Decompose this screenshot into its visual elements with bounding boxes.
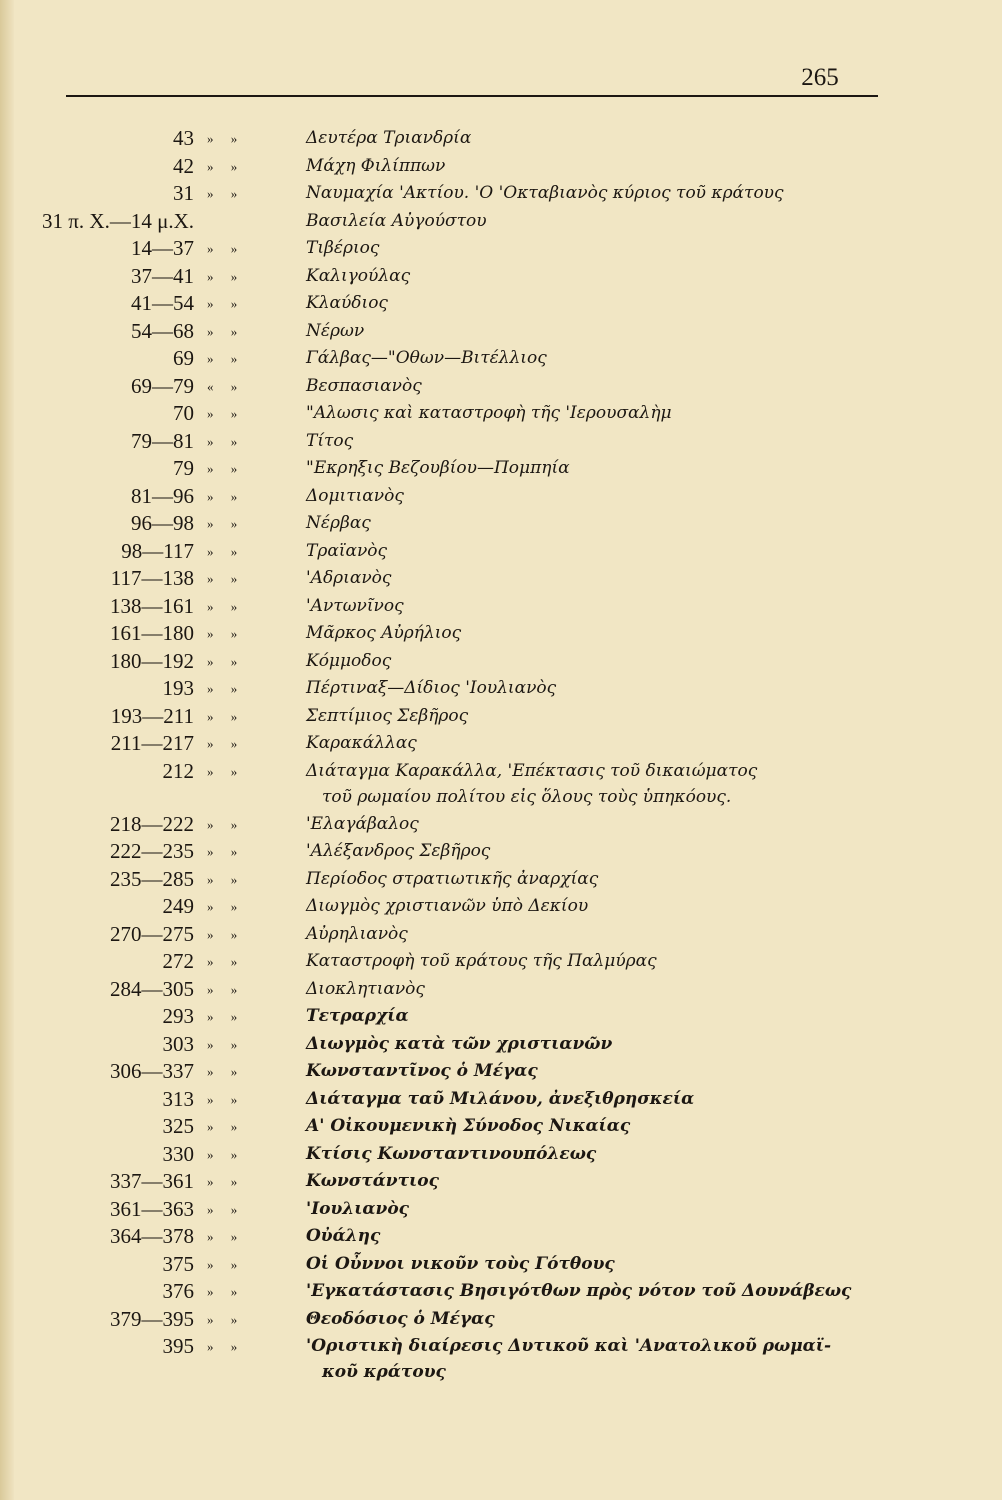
ditto-marks: » »: [207, 296, 238, 311]
entry-date: 337—361: [110, 1169, 194, 1193]
chronology-row: [0, 153, 1002, 181]
entry-event: [306, 675, 881, 701]
entry-date: 180—192: [110, 648, 194, 673]
entry-date: 69—79: [131, 373, 194, 398]
entry-event-text: Περίοδος στρατιωτικῆς ἀναρχίας: [306, 868, 599, 889]
ditto-marks: » »: [207, 926, 238, 942]
ditto-marks: » »: [207, 1009, 238, 1024]
ditto-marks: » »: [207, 871, 238, 887]
entry-date: 376: [162, 1279, 194, 1303]
entry-date: 193—211: [110, 703, 194, 728]
entry-date: 69: [173, 346, 194, 370]
entry-date: 138—161: [110, 593, 194, 618]
entry-event-text: Οἱ Οὖννοι νικοῦν τοὺς Γότθους: [306, 1253, 615, 1274]
entry-date: 96—98: [131, 511, 194, 535]
ditto-marks: » »: [207, 954, 238, 969]
entry-event: [306, 1003, 881, 1029]
entry-event: [306, 153, 881, 179]
entry-event: [306, 921, 881, 947]
chronology-row: [0, 1086, 1002, 1114]
entry-date: 313: [162, 1086, 194, 1111]
chronology-row: [0, 1003, 1002, 1031]
entry-event: [306, 1196, 881, 1222]
entry-date: 249: [162, 894, 194, 918]
chronology-row: [0, 208, 1002, 236]
chronology-row: [0, 811, 1002, 839]
entry-date: 272: [162, 949, 194, 973]
entry-date: 212: [162, 758, 194, 783]
entry-event: [306, 1223, 881, 1249]
entry-event-text: 'Εγκατάστασις Βησιγότθων πρὸς νότον τοῦ Δουνάβεως: [306, 1281, 852, 1301]
chronology-row: [0, 1196, 1002, 1224]
entry-event-text: Τετραρχία: [306, 1006, 409, 1026]
ditto-marks: » »: [207, 1229, 238, 1244]
entry-date: 303: [162, 1031, 194, 1056]
entry-event-text: Σεπτίμιος Σεβῆρος: [306, 705, 469, 726]
entry-date: 79—81: [131, 428, 194, 453]
chronology-row: [0, 235, 1002, 263]
entry-event-text: Α' Οἰκουμενικὴ Σύνοδος Νικαίας: [306, 1116, 631, 1136]
chronology-row: [0, 290, 1002, 318]
ditto-marks: » »: [207, 433, 238, 449]
entry-event-text: Καλιγούλας: [306, 265, 411, 286]
chronology-row: [0, 948, 1002, 976]
entry-event-text: Διάταγμα ταῦ Μιλάνου, ἀνεξιθρησκεία: [306, 1088, 695, 1109]
entry-event: [306, 1306, 881, 1332]
ditto-marks: » »: [207, 351, 238, 366]
entry-event-text: "Εκρηξις Βεζουβίου—Πομπηία: [306, 458, 570, 478]
entry-event: [306, 648, 881, 674]
ditto-marks: » »: [207, 461, 238, 476]
entry-event: [306, 180, 881, 206]
entry-date: 361—363: [110, 1196, 194, 1221]
chronology-row: [0, 758, 1002, 811]
ditto-marks: » »: [207, 488, 238, 504]
entry-event: [306, 565, 881, 591]
chronology-row: [0, 455, 1002, 483]
entry-event-text: Διωγμὸς χριστιανῶν ὑπὸ Δεκίου: [306, 896, 589, 916]
entry-event: [306, 428, 881, 454]
chronology-row: [0, 428, 1002, 456]
entry-event-text: 'Αλέξανδρος Σεβῆρος: [306, 841, 491, 861]
entry-event: [306, 208, 881, 234]
entry-event-text: Μᾶρκος Αὐρήλιος: [306, 623, 462, 643]
entry-event-text: Δομιτιανὸς: [306, 485, 404, 506]
entry-event: [306, 1168, 881, 1194]
ditto-marks: » »: [207, 1284, 238, 1299]
chronology-row: [0, 180, 1002, 208]
chronology-row: [0, 976, 1002, 1004]
entry-event: [306, 1333, 881, 1385]
entry-event-text: Νέρβας: [306, 513, 371, 533]
entry-event-text: 'Αντωνῖνος: [306, 595, 404, 616]
entry-event: [306, 125, 881, 151]
entry-event-text: Γάλβας—"Οθων—Βιτέλλιος: [306, 348, 547, 368]
chronology-row: [0, 1168, 1002, 1196]
entry-event: [306, 1058, 881, 1084]
entry-date: 79: [173, 456, 194, 480]
entry-event-text: Καταστροφὴ τοῦ κράτους τῆς Παλμύρας: [306, 951, 657, 971]
entry-event-text: 'Οριστικὴ διαίρεσις Δυτικοῦ καὶ 'Ανατολικοῦ ρωμαϊ-: [306, 1336, 832, 1356]
chronology-row: [0, 921, 1002, 949]
entry-event-text: Τίτος: [306, 430, 354, 451]
entry-date: 211—217: [110, 731, 194, 755]
ditto-marks: » »: [207, 1339, 238, 1354]
ditto-marks: » »: [207, 844, 238, 859]
entry-date: 222—235: [110, 839, 194, 863]
chronology-row: [0, 838, 1002, 866]
entry-date: 375: [162, 1251, 194, 1276]
chronology-row: [0, 373, 1002, 401]
entry-event-text: Τραϊανὸς: [306, 540, 388, 561]
entry-date: 43: [173, 126, 194, 150]
entry-date: 193: [162, 676, 194, 700]
entry-event-text: Καρακάλλας: [306, 733, 417, 753]
chronology-row: [0, 1333, 1002, 1386]
ditto-marks: » »: [207, 681, 238, 696]
page-number: 265: [801, 64, 839, 91]
entry-event-text: Κόμμοδος: [306, 650, 392, 671]
ditto-marks: » »: [207, 816, 238, 832]
chronology-row: [0, 1306, 1002, 1334]
entry-event: [306, 1278, 881, 1304]
entry-event-text: Κλαύδιος: [306, 293, 388, 313]
ditto-marks: » »: [207, 1036, 238, 1052]
entry-event-text: Διάταγμα Καρακάλλα, 'Επέκτασις τοῦ δικαιώματος: [306, 760, 758, 781]
ditto-marks: » »: [207, 1311, 238, 1327]
entry-event: [306, 1113, 881, 1139]
entry-event: [306, 235, 881, 261]
entry-event-text: Ναυμαχία 'Ακτίου. 'Ο 'Οκταβιανὸς κύριος τοῦ κράτους: [306, 183, 784, 203]
ditto-marks: » »: [207, 1119, 238, 1134]
entry-event: [306, 538, 881, 564]
ditto-marks: » »: [207, 268, 238, 284]
entry-date: 42: [173, 153, 194, 178]
ditto-marks: » »: [207, 653, 238, 669]
ditto-marks: » »: [207, 543, 238, 559]
entry-date: 379—395: [110, 1306, 194, 1331]
entry-date: 70: [173, 401, 194, 425]
chronology-row: [0, 263, 1002, 291]
chronology-list: [0, 125, 1002, 1386]
entry-event: [306, 1251, 881, 1277]
entry-date: 284—305: [110, 976, 194, 1001]
entry-event-text: Οὐάλης: [306, 1226, 381, 1246]
chronology-row: [0, 1251, 1002, 1279]
entry-date: 395: [162, 1334, 194, 1358]
entry-event: [306, 483, 881, 509]
entry-date: 218—222: [110, 811, 194, 836]
chronology-row: [0, 125, 1002, 153]
entry-event: [306, 1141, 881, 1167]
ditto-marks: » »: [207, 1174, 238, 1189]
entry-event-text: Θεοδόσιος ὁ Μέγας: [306, 1308, 495, 1329]
ditto-marks: » »: [207, 598, 238, 614]
ditto-marks: » »: [207, 158, 238, 174]
entry-date: 293: [162, 1004, 194, 1028]
ditto-marks: » »: [207, 763, 238, 779]
entry-event-text: Κωνστάντιος: [306, 1171, 439, 1191]
entry-event: [306, 455, 881, 481]
chronology-row: [0, 1031, 1002, 1059]
entry-event-text: Πέρτιναξ—Δίδιος 'Ιουλιανὸς: [306, 678, 557, 698]
entry-event-text: 'Αδριανὸς: [306, 568, 392, 588]
entry-date: 325: [162, 1114, 194, 1138]
ditto-marks: » »: [207, 626, 238, 641]
chronology-row: [0, 1058, 1002, 1086]
entry-event: [306, 400, 881, 426]
entry-event-text: "Αλωσις καὶ καταστροφὴ τῆς 'Ιερουσαλὴμ: [306, 403, 672, 423]
entry-event: [306, 866, 881, 892]
ditto-marks: » »: [207, 241, 238, 256]
ditto-marks: » »: [207, 1146, 238, 1162]
entry-event-text: Βεσπασιανὸς: [306, 375, 422, 396]
entry-date: 117—138: [110, 566, 194, 590]
entry-event-text: 'Ιουλιανὸς: [306, 1198, 410, 1219]
entry-date: 31: [173, 181, 194, 205]
ditto-marks: « »: [207, 378, 238, 394]
ditto-marks: » »: [207, 708, 238, 724]
entry-date: 161—180: [110, 621, 194, 645]
chronology-row: [0, 648, 1002, 676]
entry-event: [306, 620, 881, 646]
entry-date: 14—37: [131, 236, 194, 260]
chronology-row: [0, 893, 1002, 921]
entry-date: 330: [162, 1141, 194, 1166]
entry-event-text: Κωνσταντῖνος ὁ Μέγας: [306, 1061, 538, 1081]
entry-event: [306, 758, 881, 810]
entry-event-text: Νέρων: [306, 320, 365, 341]
entry-date: 270—275: [110, 921, 194, 946]
ditto-marks: » »: [207, 981, 238, 997]
chronology-row: [0, 483, 1002, 511]
ditto-marks: » »: [207, 1256, 238, 1272]
entry-event: [306, 811, 881, 837]
chronology-row: [0, 400, 1002, 428]
chronology-row: [0, 1223, 1002, 1251]
entry-event-text: Μάχη Φιλίππων: [306, 155, 446, 176]
entry-event-text: Κτίσις Κωνσταντινουπόλεως: [306, 1143, 597, 1164]
entry-event: [306, 976, 881, 1002]
ditto-marks: » »: [207, 1064, 238, 1079]
header-rule: [66, 95, 878, 97]
ditto-marks: » »: [207, 406, 238, 421]
ditto-marks: » »: [207, 1201, 238, 1217]
chronology-row: [0, 538, 1002, 566]
chronology-row: [0, 318, 1002, 346]
ditto-marks: » »: [207, 736, 238, 751]
entry-date: 41—54: [131, 291, 194, 315]
entry-event: [306, 510, 881, 536]
entry-event-continuation: κοῦ κράτους: [322, 1362, 446, 1382]
chronology-row: [0, 866, 1002, 894]
ditto-marks: » »: [207, 899, 238, 914]
chronology-row: [0, 565, 1002, 593]
chronology-row: [0, 703, 1002, 731]
entry-event-text: Δευτέρα Τριανδρία: [306, 128, 472, 148]
entry-event: [306, 263, 881, 289]
entry-event: [306, 703, 881, 729]
ditto-marks: » »: [207, 186, 238, 201]
entry-event-continuation: τοῦ ρωμαίου πολίτου εἰς ὅλους τοὺς ὑπηκόους.: [322, 786, 732, 807]
chronology-row: [0, 620, 1002, 648]
entry-event: [306, 290, 881, 316]
entry-event: [306, 373, 881, 399]
chronology-row: [0, 593, 1002, 621]
ditto-marks: » »: [207, 131, 238, 146]
entry-event-text: Διωγμὸς κατὰ τῶν χριστιανῶν: [306, 1033, 613, 1054]
chronology-row: [0, 1278, 1002, 1306]
entry-date: 364—378: [110, 1224, 194, 1248]
entry-event-text: Αὐρηλιανὸς: [306, 923, 408, 944]
ditto-marks: » »: [207, 1091, 238, 1107]
ditto-marks: » »: [207, 571, 238, 586]
ditto-marks: » »: [207, 516, 238, 531]
chronology-row: [0, 1141, 1002, 1169]
entry-date: 54—68: [131, 318, 194, 343]
ditto-marks: » »: [207, 323, 238, 339]
entry-event-text: 'Ελαγάβαλος: [306, 813, 419, 834]
entry-event-text: Τιβέριος: [306, 238, 380, 258]
entry-event: [306, 1031, 881, 1057]
entry-event: [306, 593, 881, 619]
entry-date: 31 π. Χ.—14 μ.Χ.: [42, 208, 194, 233]
chronology-row: [0, 1113, 1002, 1141]
entry-event-text: Διοκλητιανὸς: [306, 978, 425, 999]
chronology-row: [0, 730, 1002, 758]
chronology-row: [0, 675, 1002, 703]
chronology-row: [0, 345, 1002, 373]
entry-event: [306, 948, 881, 974]
entry-event: [306, 838, 881, 864]
entry-date: 306—337: [110, 1059, 194, 1083]
entry-date: 235—285: [110, 866, 194, 891]
entry-date: 37—41: [131, 263, 194, 288]
entry-date: 98—117: [121, 538, 194, 563]
chronology-row: [0, 510, 1002, 538]
entry-event: [306, 318, 881, 344]
entry-event: [306, 1086, 881, 1112]
entry-event: [306, 730, 881, 756]
entry-event: [306, 893, 881, 919]
entry-event-text: Βασιλεία Αὐγούστου: [306, 210, 487, 231]
entry-date: 81—96: [131, 483, 194, 508]
entry-event: [306, 345, 881, 371]
